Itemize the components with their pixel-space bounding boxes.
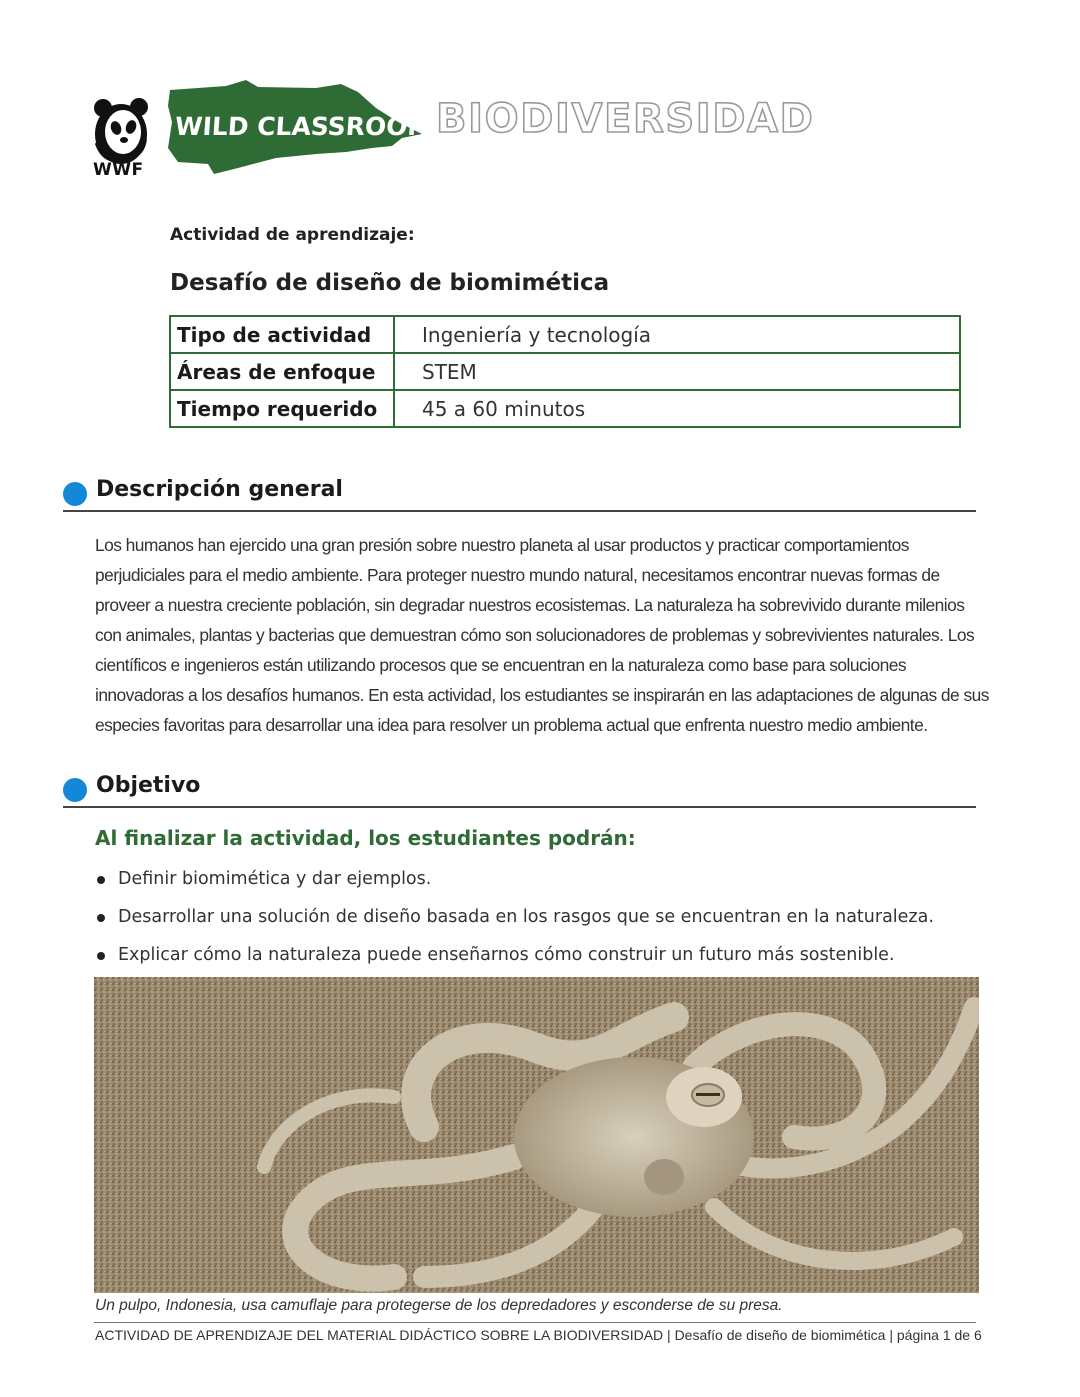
- photo-caption: Un pulpo, Indonesia, usa camuflaje para protegerse de los depredadores y esconderse de su presa.: [95, 1297, 783, 1314]
- table-value: Ingeniería y tecnología: [394, 316, 960, 353]
- section-title: Objetivo: [96, 773, 201, 798]
- octopus-photo: [94, 977, 979, 1293]
- footer-divider: [94, 1322, 976, 1323]
- bullet-icon: [97, 952, 105, 960]
- list-item: [95, 862, 934, 900]
- list-item-text: Explicar cómo la naturaleza puede enseñarnos cómo construir un futuro más sostenible.: [118, 945, 895, 965]
- list-item-text: Desarrollar una solución de diseño basada en los rasgos que se encuentran en la naturaleza.: [118, 907, 934, 927]
- table-key: Tipo de actividad: [170, 316, 394, 353]
- objective-list: [95, 862, 934, 976]
- list-item: [95, 938, 934, 976]
- table-value: STEM: [394, 353, 960, 390]
- list-item: [95, 900, 934, 938]
- table-value: 45 a 60 minutos: [394, 390, 960, 427]
- table-row: [170, 390, 960, 427]
- activity-kicker: Actividad de aprendizaje:: [170, 225, 415, 245]
- table-row: [170, 316, 960, 353]
- page-header-title: BIODIVERSIDAD: [436, 96, 815, 142]
- wild-classroom-label: WILD CLASSROOM: [173, 112, 434, 141]
- section-title: Descripción general: [96, 477, 343, 502]
- list-item-text: Definir biomimética y dar ejemplos.: [118, 869, 432, 889]
- overview-paragraph: Los humanos han ejercido una gran presión sobre nuestro planeta al usar productos y practicar comportamientos perjudiciales para el medio ambiente. Para proteger nuestro mundo natural, necesitamos encontrar nuevas formas de proveer a nuestra creciente población, sin degradar nuestros ecosistemas. La naturaleza ha sobrevivido durante milenios con animales, plantas y bacterias que demuestran cómo son solucionadores de problemas y sobrevivientes naturales. Los científicos e ingenieros están utilizando procesos que se encuentran en la naturaleza como base para soluciones innovadoras a los desafíos humanos. En esta actividad, los estudiantes se inspirarán en las adaptaciones de algunas de sus especies favoritas para desarrollar una idea para resolver un problema actual que enfrenta nuestro medio ambiente.: [95, 535, 989, 735]
- table-key: Áreas de enfoque: [170, 353, 394, 390]
- activity-title: Desafío de diseño de biomimética: [170, 270, 610, 296]
- section-heading-objective: [63, 766, 976, 808]
- bullet-dot-icon: [63, 482, 87, 506]
- section-heading-overview: [63, 470, 976, 512]
- page-footer: ACTIVIDAD DE APRENDIZAJE DEL MATERIAL DIDÁCTICO SOBRE LA BIODIVERSIDAD | Desafío de diseño de biomimética | página 1 de 6: [95, 1327, 982, 1343]
- table-key: Tiempo requerido: [170, 390, 394, 427]
- bullet-icon: [97, 876, 105, 884]
- wwf-wordmark: WWF: [93, 160, 144, 180]
- bullet-icon: [97, 914, 105, 922]
- table-row: [170, 353, 960, 390]
- objective-lead: Al finalizar la actividad, los estudiantes podrán:: [95, 826, 636, 850]
- bullet-dot-icon: [63, 778, 87, 802]
- activity-info-table: [169, 315, 961, 428]
